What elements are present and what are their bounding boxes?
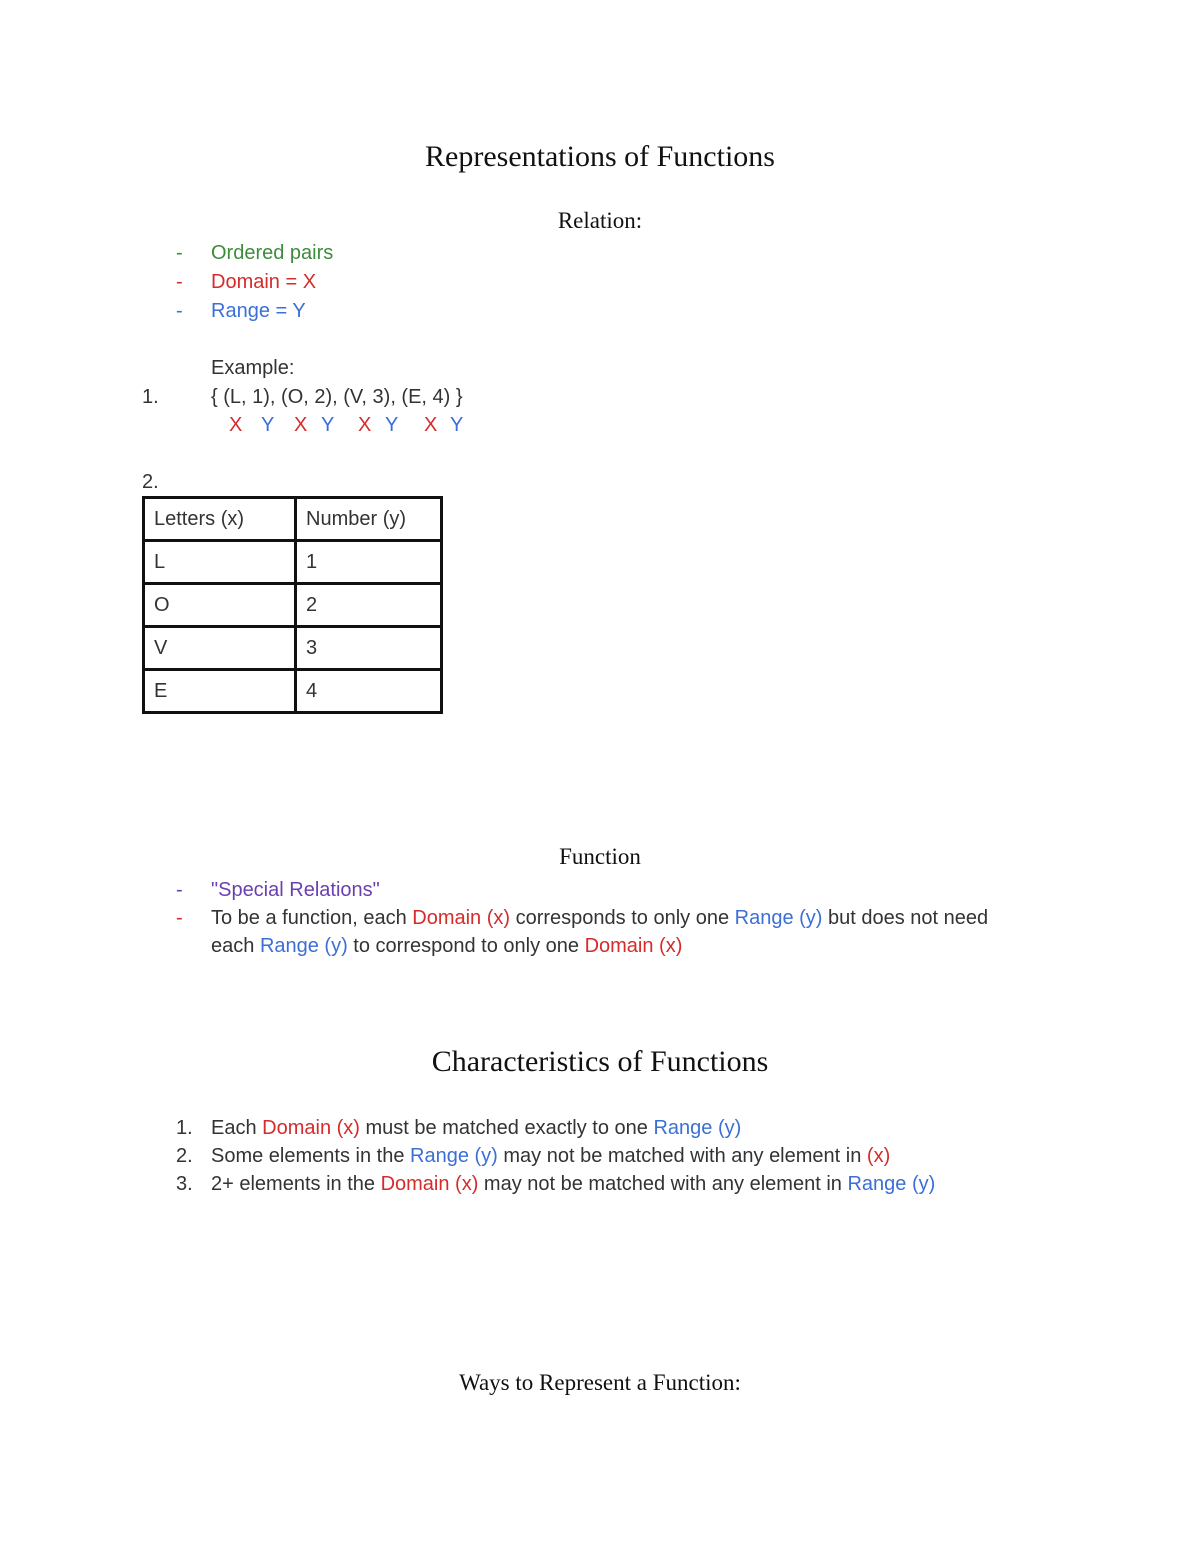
- domain-term: Domain (x): [380, 1173, 479, 1195]
- bullet-range: Range = Y: [211, 300, 306, 322]
- text-span: to correspond to only one: [347, 935, 585, 957]
- special-relations-text: "Special Relations": [211, 879, 380, 901]
- x-label: X: [424, 414, 438, 436]
- table-cell: 3: [296, 627, 442, 670]
- y-label: Y: [321, 414, 335, 436]
- example1-number: 1.: [142, 386, 159, 408]
- table-header-letters: Letters (x): [144, 498, 296, 541]
- range-term: Range (y): [410, 1145, 498, 1167]
- range-term: Range (y): [847, 1173, 936, 1195]
- list-number: 1.: [176, 1117, 193, 1139]
- relation-heading: Relation:: [557, 208, 643, 233]
- x-label: X: [294, 414, 308, 436]
- bullet-marker: -: [176, 271, 183, 293]
- list-item: [211, 1142, 890, 1170]
- domain-term: Domain (x): [262, 1117, 360, 1139]
- table-cell: 2: [296, 584, 442, 627]
- text-span: 2+ elements in the: [211, 1173, 381, 1195]
- text-span: each: [211, 935, 260, 957]
- function-definition-line2: [211, 932, 682, 960]
- bullet-ordered-pairs: Ordered pairs: [211, 242, 334, 264]
- function-definition-line1: [211, 904, 988, 932]
- list-item: [211, 1170, 935, 1198]
- letters-numbers-table: [142, 496, 443, 714]
- x-label: X: [229, 414, 243, 436]
- range-term: Range (y): [734, 907, 823, 929]
- x-label: X: [358, 414, 372, 436]
- table-header-row: [144, 498, 442, 541]
- text-span: must be matched exactly to one: [359, 1117, 654, 1139]
- example-label: Example:: [211, 357, 295, 379]
- text-span: may not be matched with any element in: [497, 1145, 867, 1167]
- range-term: Range (y): [259, 935, 348, 957]
- table-cell: E: [144, 670, 296, 713]
- example2-number: 2.: [142, 471, 159, 493]
- table-row: [144, 670, 442, 713]
- bullet-marker: -: [176, 242, 183, 264]
- bullet-marker: -: [176, 879, 183, 901]
- text-span: may not be matched with any element in: [478, 1173, 848, 1195]
- page-title: Representations of Functions: [425, 140, 775, 173]
- y-label: Y: [450, 414, 464, 436]
- y-label: Y: [261, 414, 275, 436]
- table-header-number: Number (y): [296, 498, 442, 541]
- table-cell: L: [144, 541, 296, 584]
- text-span: To be a function, each: [211, 907, 413, 929]
- function-heading: Function: [559, 844, 641, 869]
- range-term: Range (y): [653, 1117, 742, 1139]
- list-number: 2.: [176, 1145, 193, 1167]
- bullet-marker: -: [176, 300, 183, 322]
- table-row: [144, 541, 442, 584]
- bullet-marker: -: [176, 907, 183, 929]
- domain-term: Domain (x): [584, 935, 683, 957]
- table-cell: O: [144, 584, 296, 627]
- characteristics-heading: Characteristics of Functions: [431, 1045, 769, 1078]
- bullet-domain: Domain = X: [211, 271, 317, 293]
- table-row: [144, 627, 442, 670]
- list-number: 3.: [176, 1173, 193, 1195]
- text-span: corresponds to only one: [510, 907, 735, 929]
- text-span: but does not need: [822, 907, 989, 929]
- table-cell: V: [144, 627, 296, 670]
- domain-term: (x): [866, 1145, 891, 1167]
- y-label: Y: [385, 414, 399, 436]
- example1-set: { (L, 1), (O, 2), (V, 3), (E, 4) }: [211, 386, 463, 408]
- text-span: Each: [211, 1117, 263, 1139]
- list-item: [211, 1114, 741, 1142]
- table-cell: 1: [296, 541, 442, 584]
- text-span: Some elements in the: [211, 1145, 410, 1167]
- table-cell: 4: [296, 670, 442, 713]
- table-row: [144, 584, 442, 627]
- domain-term: Domain (x): [412, 907, 511, 929]
- ways-heading: Ways to Represent a Function:: [459, 1370, 741, 1395]
